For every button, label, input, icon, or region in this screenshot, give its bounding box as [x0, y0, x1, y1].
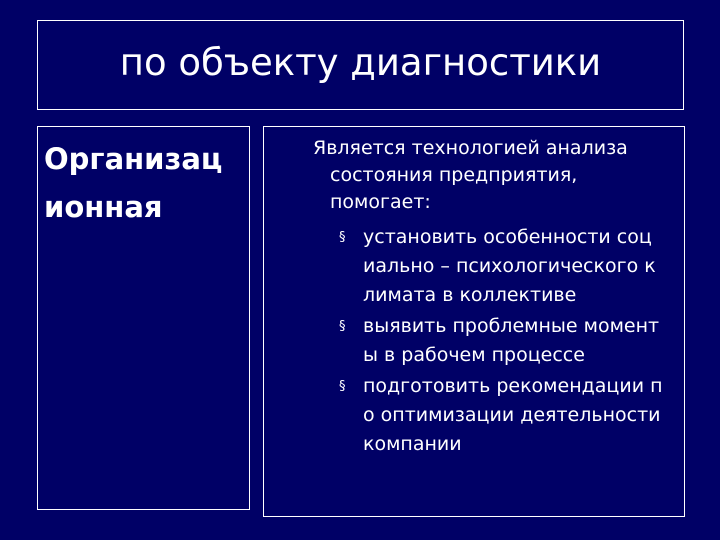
description-intro: Является технологией анализа состояния предприятия, помогает: [313, 137, 628, 213]
bullet-item [339, 372, 677, 459]
bullet-marker-icon: § [339, 230, 346, 245]
slide-title: по объекту диагностики [119, 40, 602, 84]
bullet-list [339, 223, 677, 459]
bullet-text: установить особенности социально – психологического климата в коллективе [363, 226, 656, 306]
title-box [37, 20, 684, 110]
bullet-text: выявить проблемные моменты в рабочем процессе [363, 315, 660, 366]
bullet-item [339, 223, 677, 310]
bullet-marker-icon: § [339, 379, 346, 394]
category-box [37, 126, 250, 510]
bullet-text: подготовить рекомендации по оптимизации деятельности компании [363, 375, 663, 455]
category-label: Организационная [44, 142, 223, 224]
description-box [263, 126, 685, 517]
bullet-item [339, 312, 677, 370]
bullet-marker-icon: § [339, 319, 346, 334]
